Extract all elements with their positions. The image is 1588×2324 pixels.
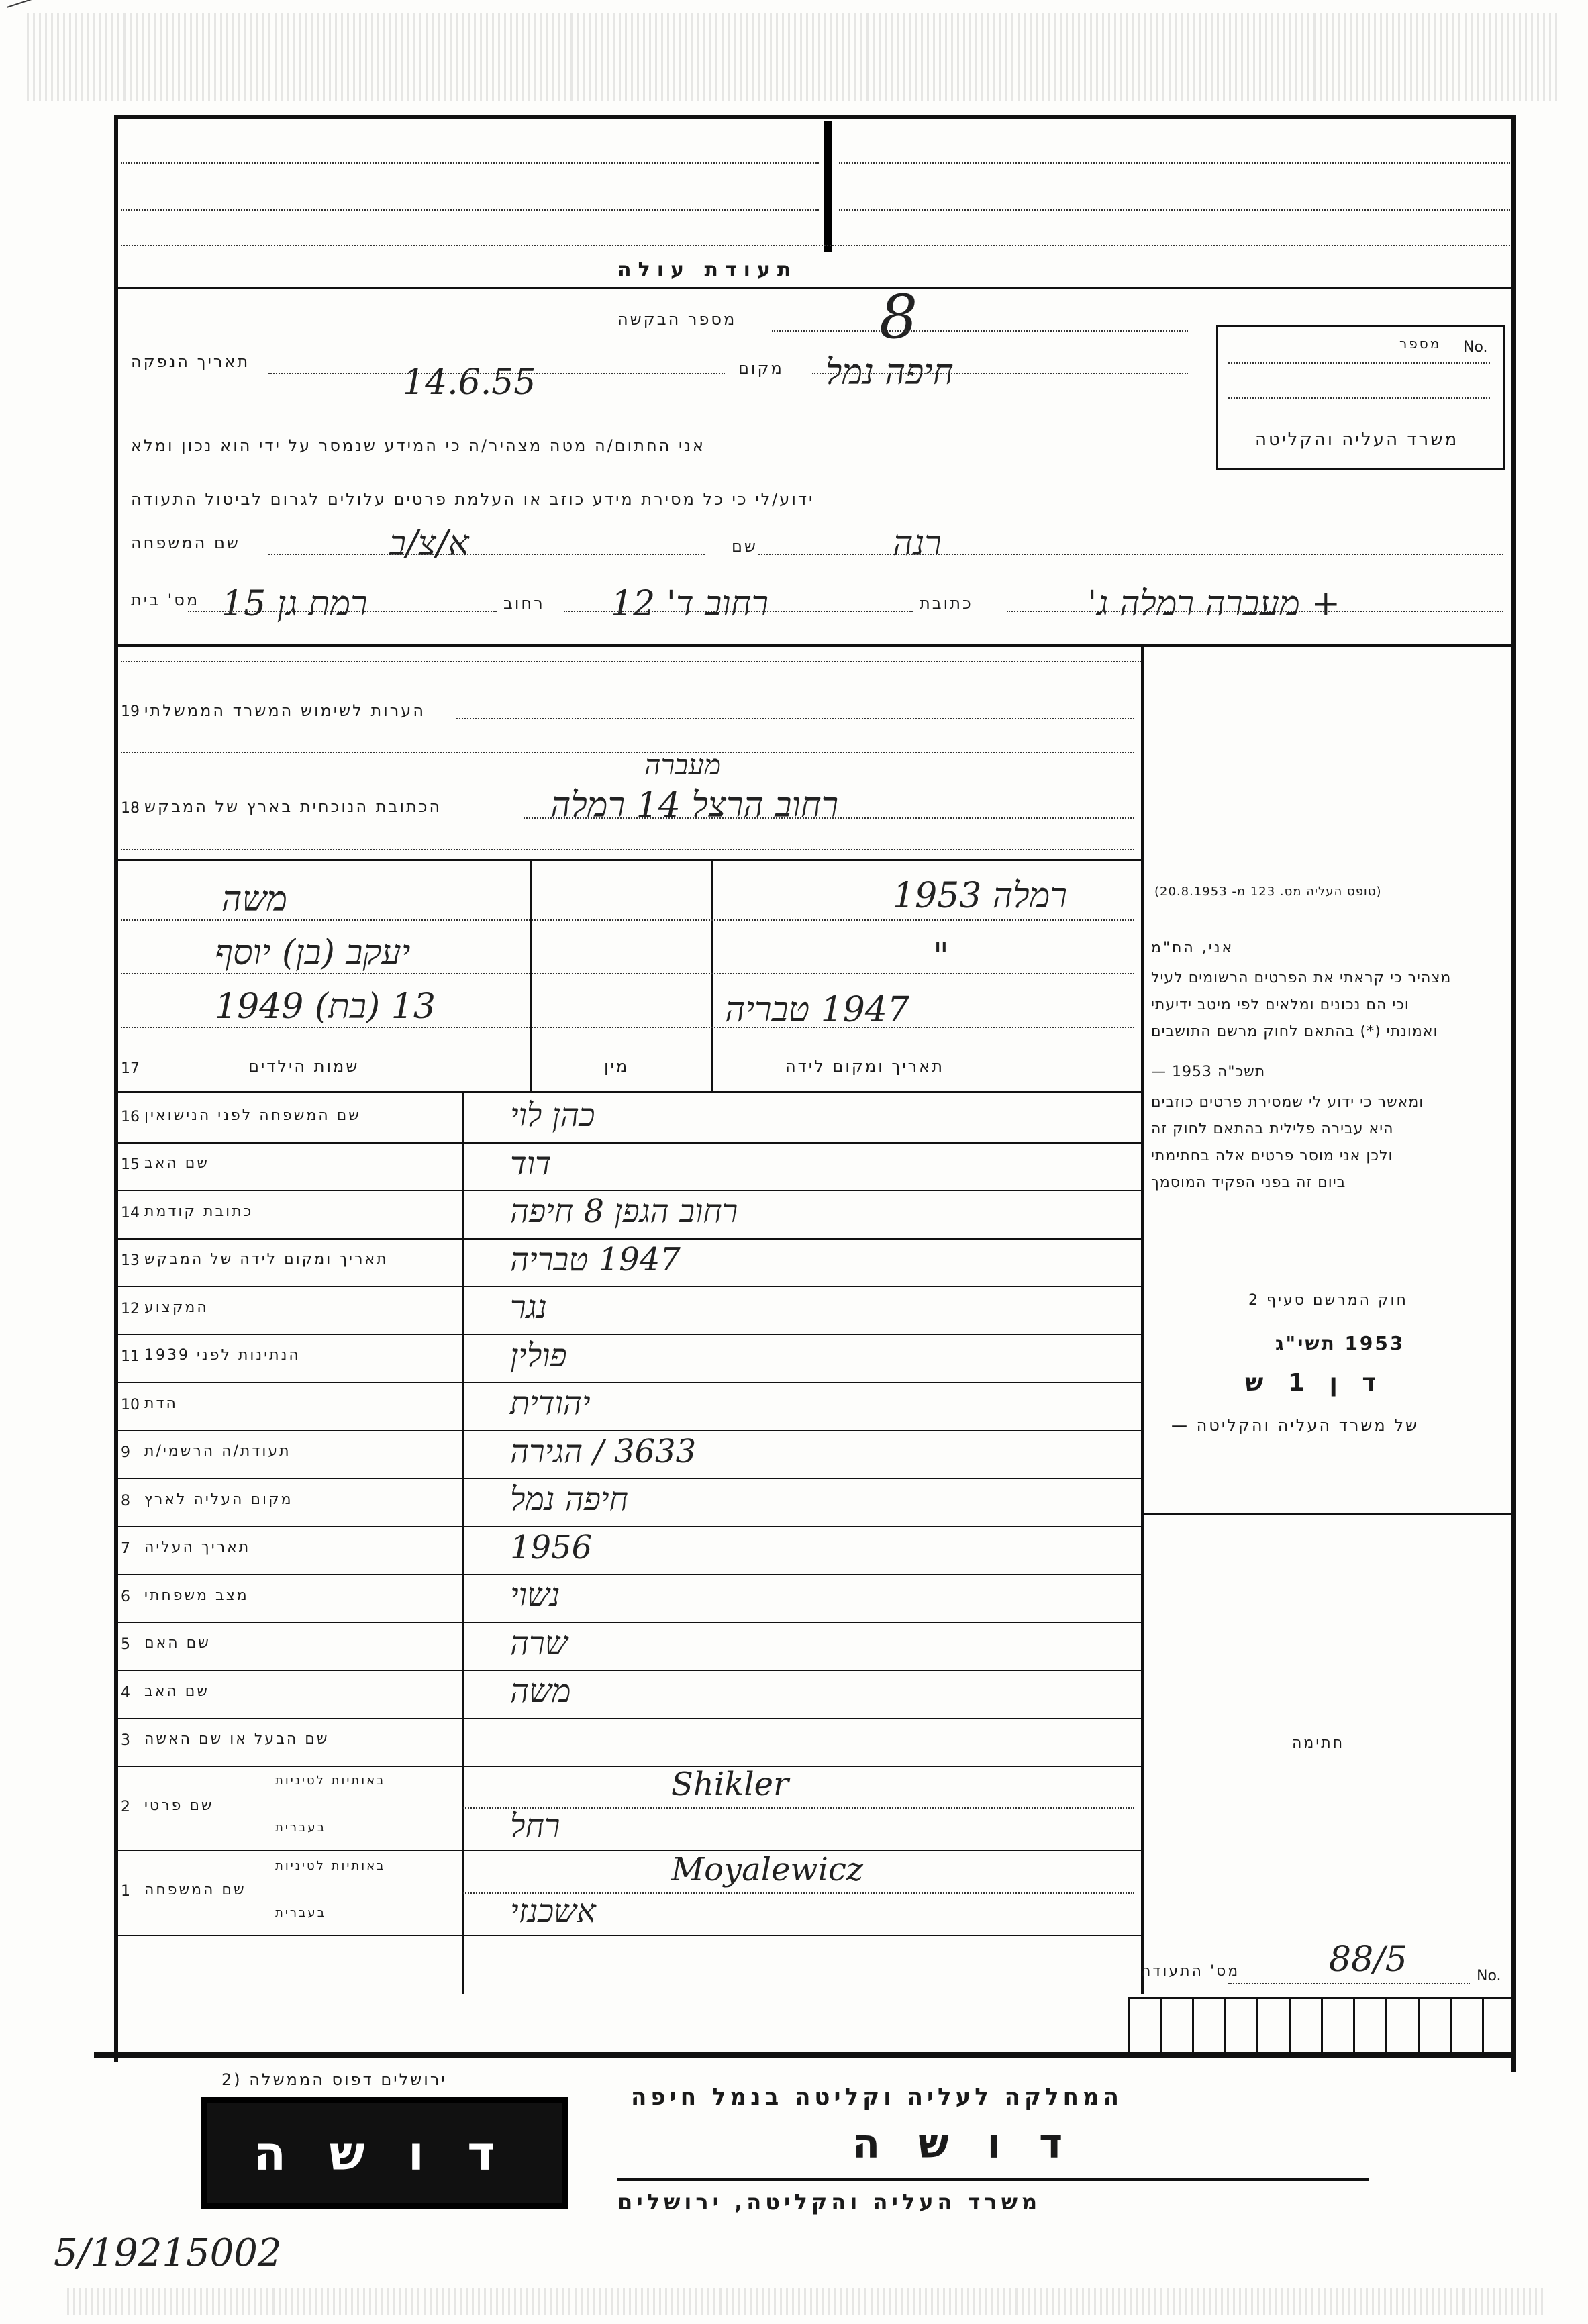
- child-row-2-name[interactable]: יעקב (בן) יוסף: [215, 933, 411, 973]
- personal-row-value[interactable]: 3633 / הגירה: [510, 1432, 697, 1470]
- frame-right: [1511, 115, 1516, 2072]
- side-panel-divider: [1141, 646, 1144, 1994]
- house-label: מס' בית: [131, 591, 200, 609]
- registration-dots-1: [1228, 362, 1490, 364]
- personal-row-num: 16: [121, 1108, 140, 1125]
- side-no-value[interactable]: 88/5: [1329, 1939, 1407, 1980]
- footer-logo: [201, 2097, 568, 2209]
- personal-row-num: 9: [121, 1444, 130, 1462]
- grid-box-divider: [1482, 1999, 1484, 2056]
- personal-row-rule: [118, 1334, 1142, 1335]
- street-value[interactable]: רחוב ד' 12: [611, 584, 769, 624]
- personal-row-label: תאריך ומקום לידה של המבקש: [144, 1251, 389, 1268]
- side-line-4: ומאשר כי ידוע לי שמסירת פרטים כוזבים: [1151, 1094, 1424, 1111]
- personal-row-label: תעודת/ה הרשמי/ת: [144, 1443, 291, 1460]
- side-line-1: וכי הם נכונים ומלאים לפי מיטב ידיעתי: [1151, 997, 1409, 1013]
- personal-row-label: הנתינות לפני 1939: [144, 1347, 301, 1364]
- intro-bottom-dots: [121, 661, 1141, 662]
- family-name-value[interactable]: א/צ/ב: [389, 523, 469, 564]
- top-dots-3: [121, 209, 819, 211]
- personal-row-value[interactable]: אשכנזי: [510, 1892, 596, 1930]
- scan-noise-top: [27, 13, 1557, 101]
- row-18-num: 18: [121, 800, 140, 817]
- frame-left: [114, 115, 118, 2062]
- personal-row-rule: [118, 1935, 1142, 1936]
- declaration-line-1: אני החתום/ה מטה מצהיר/ה כי המידע שנמסר על ידי הוא נכון ומלא: [131, 436, 705, 455]
- place-value[interactable]: חיפה נמל: [826, 352, 954, 393]
- personal-row-label: שם המשפחה: [144, 1882, 246, 1899]
- personal-row-label: מצב משפחתי: [144, 1586, 249, 1604]
- grid-box-divider: [1450, 1999, 1452, 2056]
- personal-row-num: 13: [121, 1252, 140, 1270]
- personal-row-value-latin[interactable]: Moyalewicz: [671, 1850, 864, 1888]
- personal-row-num: 12: [121, 1300, 140, 1317]
- personal-row-value[interactable]: 1947 טבריה: [510, 1240, 681, 1278]
- personal-row-num: 11: [121, 1348, 140, 1366]
- personal-row-num: 15: [121, 1156, 140, 1174]
- personal-row-value-latin[interactable]: Shikler: [671, 1766, 789, 1803]
- personal-row-num: 4: [121, 1684, 130, 1701]
- personal-row-value[interactable]: יהודית: [510, 1384, 591, 1422]
- top-dots-2: [839, 162, 1510, 164]
- row-19-dots-1: [456, 718, 1134, 719]
- personal-row-rule: [118, 1670, 1142, 1671]
- top-divider: [824, 121, 832, 252]
- personal-row-rule: [118, 1478, 1142, 1479]
- side-line-3: תשכ"ה 1953 —: [1151, 1064, 1266, 1080]
- side-stamp-caption: (טופס העליה מס. 123 מ- 20.8.1953): [1154, 885, 1382, 899]
- personal-row-num: 6: [121, 1588, 130, 1605]
- street-dots: [564, 611, 913, 612]
- side-separator: [1142, 1513, 1511, 1515]
- personal-row-num: 3: [121, 1732, 130, 1750]
- top-dots-5: [121, 245, 1510, 246]
- row-19-dots-2: [121, 752, 1134, 753]
- personal-row-rule: [118, 1766, 1142, 1767]
- side-para-title: אני, הח"מ: [1151, 940, 1234, 956]
- personal-row-rule: [118, 1142, 1142, 1144]
- side-line-6: ולכן אני מוסר פרטים אלה בחתימתי: [1151, 1148, 1393, 1164]
- personal-row-label: כתובת קודמת: [144, 1203, 254, 1220]
- footer-ministry-line: משרד העליה והקליטה, ירושלים: [617, 2189, 1042, 2215]
- side-big-word: ד ן 1 ש: [1245, 1369, 1385, 1397]
- registration-office: משרד העליה והקליטה: [1255, 430, 1459, 450]
- given-name-value[interactable]: רנה: [893, 523, 942, 564]
- registration-no-label: No.: [1463, 339, 1488, 356]
- frame-top: [114, 115, 1516, 119]
- personal-row-value[interactable]: 1956: [510, 1528, 593, 1566]
- side-year: 1953 תשי"ג: [1275, 1332, 1405, 1354]
- scan-noise-bottom: [67, 2288, 1544, 2315]
- children-col-birth: תאריך ומקום לידה: [785, 1057, 944, 1076]
- footer-logo-text: ד ו ש ה: [254, 2126, 509, 2181]
- child-row-1-birth[interactable]: רמלה 1953: [893, 876, 1068, 916]
- side-signature-label: חתימה: [1292, 1735, 1345, 1752]
- personal-row-rule: [118, 1430, 1142, 1431]
- personal-row-label: שם פרטי: [144, 1797, 214, 1814]
- children-col-sex: מין: [604, 1057, 630, 1076]
- side-no-hebrew: מס' התעודה: [1141, 1963, 1240, 1980]
- row-18-dots-1: [524, 817, 1134, 819]
- applicant-number-label: מספר הבקשה: [617, 310, 737, 329]
- children-dots-3: [121, 1027, 1134, 1028]
- children-table-top: [118, 859, 1142, 861]
- personal-col-divider: [462, 1091, 464, 1994]
- row-18-extra[interactable]: מעברה: [644, 748, 722, 781]
- personal-row-value[interactable]: נשוי: [510, 1576, 560, 1614]
- personal-row-label: שם הבעל או שם האשה: [144, 1731, 330, 1748]
- frame-bottom: [94, 2052, 1516, 2058]
- personal-row-num: 1: [121, 1883, 130, 1900]
- registration-no-hebrew: מספר: [1399, 336, 1442, 352]
- row-18-label: הכתובת הנוכחית בארץ של המבקש: [144, 797, 442, 816]
- personal-row-rule: [118, 1238, 1142, 1240]
- top-dots-1: [121, 162, 819, 164]
- issue-date-label: תאריך הנפקה: [131, 352, 250, 371]
- grid-box-divider: [1192, 1999, 1194, 2056]
- grid-box-divider: [1128, 1999, 1130, 2056]
- registration-dots-2: [1228, 397, 1490, 399]
- children-dots-1: [121, 919, 1134, 921]
- personal-row-mid-dots: [463, 1892, 1134, 1894]
- row-19-num: 19: [121, 703, 140, 720]
- personal-row-rule: [118, 1286, 1142, 1287]
- intro-bottom-rule: [118, 644, 1511, 647]
- side-ministry: של משרד העליה והקליטה —: [1171, 1416, 1419, 1435]
- row-19-label: הערות לשימוש המשרד הממשלתי: [144, 701, 426, 720]
- personal-row-sublabel-latin: באותיות לטיניות: [275, 1858, 386, 1873]
- personal-row-rule: [118, 1190, 1142, 1191]
- personal-row-mid-dots: [463, 1807, 1134, 1809]
- place-label: מקום: [738, 359, 784, 378]
- personal-row-rule: [118, 1382, 1142, 1383]
- personal-row-label: הדת: [144, 1395, 178, 1412]
- personal-row-num: 7: [121, 1540, 130, 1558]
- personal-row-value[interactable]: רחוב הגפן 8 חיפה: [510, 1193, 738, 1230]
- side-line-7: ביום זה בפני הפקיד המוסמך: [1151, 1174, 1346, 1191]
- side-line-0: מצהיר כי קראתי את הפרטים הרשומים לעיל: [1151, 970, 1452, 987]
- given-name-label: שם: [732, 537, 758, 556]
- personal-row-sublabel-hebrew: בעברית: [275, 1905, 327, 1920]
- personal-row-rule: [118, 1850, 1142, 1851]
- address-value[interactable]: + מעברה רמלה ג': [1087, 584, 1341, 624]
- personal-row-num: 10: [121, 1396, 140, 1413]
- given-name-dots: [758, 554, 1503, 555]
- grid-box-divider: [1418, 1999, 1420, 2056]
- personal-row-num: 2: [121, 1798, 130, 1815]
- child-row-2-birth[interactable]: ": [933, 936, 949, 976]
- footer-print-note: ירושלים דפוס הממשלה (2: [221, 2070, 447, 2089]
- house-dots: [188, 611, 497, 612]
- address-dots: [1007, 611, 1503, 612]
- personal-row-value[interactable]: שרה: [510, 1624, 568, 1662]
- personal-row-rule: [118, 1622, 1142, 1623]
- grid-box-divider: [1353, 1999, 1355, 2056]
- personal-row-sublabel-latin: באותיות לטיניות: [275, 1774, 386, 1788]
- personal-row-rule: [118, 1526, 1142, 1527]
- personal-row-value[interactable]: חיפה נמל: [510, 1480, 629, 1518]
- house-value[interactable]: רמת גן 15: [221, 584, 368, 624]
- personal-row-num: 5: [121, 1636, 130, 1654]
- personal-row-value[interactable]: רחל: [510, 1807, 560, 1845]
- personal-row-value[interactable]: נגר: [510, 1289, 548, 1326]
- personal-row-rule: [118, 1574, 1142, 1575]
- children-dots-2: [121, 973, 1134, 974]
- grid-box-divider: [1321, 1999, 1323, 2056]
- children-table-bottom: [118, 1091, 1142, 1093]
- side-line-5: היא עבירה פלילית בהתאם לחוק זה: [1151, 1121, 1394, 1138]
- grid-box-divider: [1224, 1999, 1226, 2056]
- personal-row-value[interactable]: משה: [510, 1672, 571, 1710]
- row-18-value[interactable]: רחוב הרצל 14 רמלה: [550, 785, 839, 825]
- personal-row-value[interactable]: פולין: [510, 1336, 567, 1374]
- declaration-line-2: ידוע/לי כי כל מסירת מידע כוזב או העלמת פרטים עלולים לגרום לביטול התעודה: [131, 490, 815, 509]
- footer-big-title: ד ו ש ה: [852, 2121, 1075, 2168]
- child-row-3-birth[interactable]: 1947 טבריה: [725, 990, 909, 1030]
- personal-row-label: מקום העליה לארץ: [144, 1491, 293, 1508]
- family-name-label: שם המשפחה: [131, 534, 240, 552]
- personal-row-value[interactable]: כהן לוי: [510, 1097, 595, 1134]
- side-no-dots: [1228, 1983, 1470, 1984]
- personal-row-label: שם המשפחה לפני הנישואין: [144, 1107, 361, 1124]
- child-row-1-name[interactable]: משה: [221, 879, 288, 919]
- footer-office-line: המחלקה לעליה וקליטה בנמל חיפה: [631, 2084, 1123, 2111]
- side-law-ref: חוק המרשם סעיף 2: [1248, 1292, 1408, 1309]
- title-rule: [118, 287, 1511, 289]
- personal-row-label: המקצוע: [144, 1299, 209, 1316]
- side-line-2: ואמונתי (*) בהתאם לחוק מרשם התושבים: [1151, 1023, 1438, 1040]
- personal-row-label: שם האב: [144, 1155, 209, 1172]
- personal-row-num: 14: [121, 1204, 140, 1221]
- row-18-dots-2: [121, 849, 1134, 850]
- applicant-number-dots: [772, 330, 1188, 332]
- children-row-num: 17: [121, 1060, 140, 1077]
- children-col-divider-1: [530, 861, 532, 1093]
- personal-row-label: שם האם: [144, 1635, 211, 1652]
- personal-row-num: 8: [121, 1492, 130, 1509]
- personal-row-value[interactable]: דוד: [510, 1144, 552, 1182]
- issue-date-value[interactable]: 14.6.55: [403, 362, 536, 403]
- personal-row-label: תאריך העליה: [144, 1539, 251, 1556]
- footer-rule: [617, 2178, 1369, 2181]
- address-label: כתובת: [920, 594, 973, 613]
- grid-box-divider: [1385, 1999, 1387, 2056]
- corner-scratch: [7, 0, 97, 8]
- top-dots-4: [839, 209, 1510, 211]
- footer-handwritten-ref[interactable]: 5/19215002: [54, 2231, 282, 2275]
- form-title: תעודת עולה: [617, 258, 798, 282]
- personal-row-label: שם האב: [144, 1682, 209, 1700]
- grid-box-divider: [1289, 1999, 1291, 2056]
- handwritten-mark: 8: [879, 282, 918, 352]
- child-row-3-name[interactable]: 13 (בת) 1949: [215, 987, 436, 1027]
- children-col-divider-2: [711, 861, 713, 1093]
- place-dots: [812, 373, 1188, 374]
- family-name-dots: [268, 554, 705, 555]
- children-col-name: שמות הילדים: [248, 1057, 360, 1076]
- grid-box-divider: [1256, 1999, 1258, 2056]
- personal-row-rule: [118, 1718, 1142, 1719]
- street-label: רחוב: [503, 594, 545, 613]
- personal-row-sublabel-hebrew: בעברית: [275, 1821, 327, 1835]
- grid-box-divider: [1160, 1999, 1162, 2056]
- side-no-label: No.: [1477, 1968, 1501, 1984]
